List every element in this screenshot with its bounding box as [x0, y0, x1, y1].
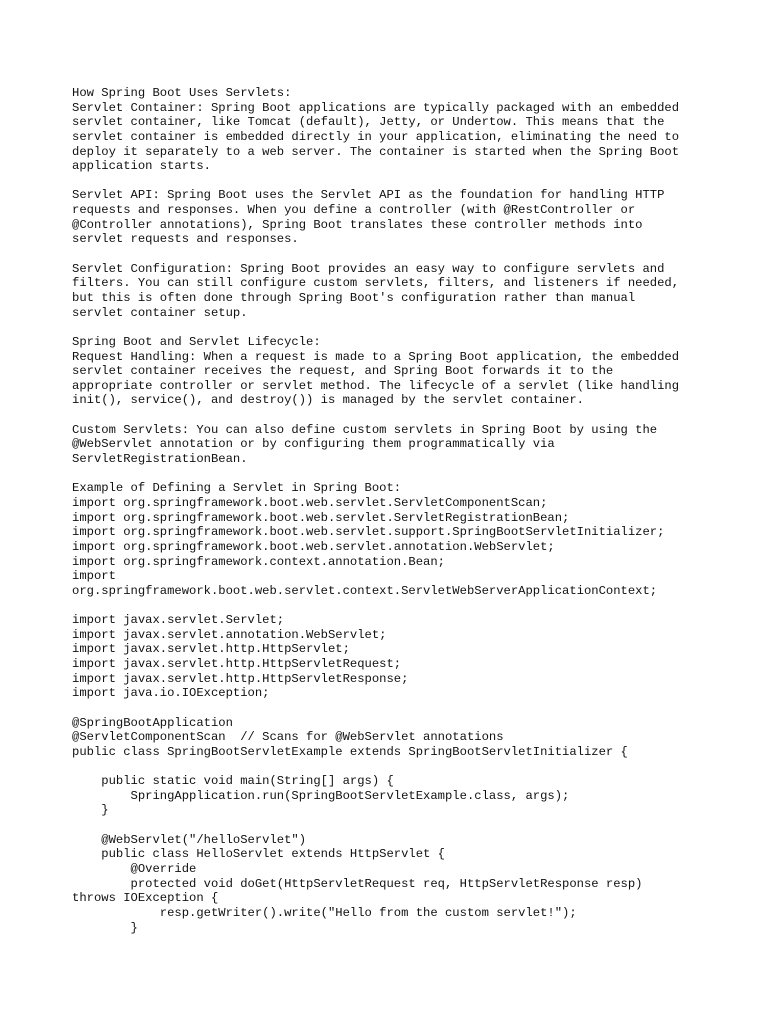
text-line: Example of Defining a Servlet in Spring Boot:	[72, 481, 402, 496]
text-line	[72, 247, 732, 262]
text-line: @WebServlet("/helloServlet")	[72, 832, 307, 847]
text-line	[72, 467, 732, 482]
text-line: public static void main(String[] args) {	[72, 774, 394, 789]
text-line: Servlet Configuration: Spring Boot provides an easy way to configure servlets and	[72, 261, 665, 276]
text-line: appropriate controller or servlet method. The lifecycle of a servlet (like handling	[72, 378, 680, 393]
text-line: servlet container, like Tomcat (default), Jetty, or Undertow. This means that the	[72, 115, 665, 130]
text-line: init(), service(), and destroy()) is managed by the servlet container.	[72, 393, 584, 408]
text-line: import java.io.IOException;	[72, 686, 270, 701]
text-line	[72, 408, 732, 423]
text-line: }	[72, 920, 138, 935]
text-line	[72, 598, 732, 613]
text-line: filters. You can still configure custom servlets, filters, and listeners if needed,	[72, 276, 680, 291]
text-line: import org.springframework.context.annotation.Bean;	[72, 554, 445, 569]
text-line: public class HelloServlet extends HttpServlet {	[72, 847, 445, 862]
text-line: @WebServlet annotation or by configuring them programmatically via	[72, 437, 555, 452]
text-line: Servlet Container: Spring Boot applications are typically packaged with an embedded	[72, 100, 680, 115]
text-line: @Controller annotations), Spring Boot translates these controller methods into	[72, 217, 643, 232]
text-line: @SpringBootApplication	[72, 715, 233, 730]
document-page	[72, 86, 732, 935]
text-line	[72, 174, 732, 189]
text-line: servlet container receives the request, and Spring Boot forwards it to the	[72, 364, 614, 379]
text-line: How Spring Boot Uses Servlets:	[72, 86, 292, 100]
text-line: servlet container setup.	[72, 305, 248, 320]
text-line: }	[72, 803, 109, 818]
text-line: throws IOException {	[72, 891, 219, 906]
text-line: org.springframework.boot.web.servlet.context.ServletWebServerApplicationContext;	[72, 583, 658, 598]
text-line: Servlet API: Spring Boot uses the Servlet API as the foundation for handling HTTP	[72, 188, 665, 203]
text-line: import javax.servlet.annotation.WebServlet;	[72, 627, 387, 642]
text-line: SpringApplication.run(SpringBootServletExample.class, args);	[72, 788, 570, 803]
text-line: import javax.servlet.http.HttpServletRequest;	[72, 656, 402, 671]
text-line: servlet container is embedded directly in your application, eliminating the need to	[72, 129, 680, 144]
text-line: protected void doGet(HttpServletRequest req, HttpServletResponse resp)	[72, 876, 643, 891]
text-line: but this is often done through Spring Boot's configuration rather than manual	[72, 290, 636, 305]
text-line: @Override	[72, 861, 197, 876]
text-line	[72, 320, 732, 335]
text-line: public class SpringBootServletExample extends SpringBootServletInitializer {	[72, 744, 628, 759]
text-line: requests and responses. When you define a controller (with @RestController or	[72, 203, 636, 218]
text-line	[72, 759, 732, 774]
text-line: import org.springframework.boot.web.servlet.annotation.WebServlet;	[72, 539, 555, 554]
text-line: deploy it separately to a web server. The container is started when the Spring Boot	[72, 144, 680, 159]
text-line: resp.getWriter().write("Hello from the custom servlet!");	[72, 905, 577, 920]
text-line: Custom Servlets: You can also define custom servlets in Spring Boot by using the	[72, 422, 658, 437]
text-line: import javax.servlet.http.HttpServletResponse;	[72, 671, 409, 686]
text-line: ServletRegistrationBean.	[72, 452, 248, 467]
text-line: application starts.	[72, 159, 211, 174]
text-line: Spring Boot and Servlet Lifecycle:	[72, 334, 321, 349]
text-line: Request Handling: When a request is made to a Spring Boot application, the embedded	[72, 349, 680, 364]
text-line: import	[72, 569, 116, 584]
text-line: import org.springframework.boot.web.servlet.support.SpringBootServletInitializer;	[72, 525, 665, 540]
text-line: @ServletComponentScan // Scans for @WebServlet annotations	[72, 730, 504, 745]
text-line: import javax.servlet.Servlet;	[72, 613, 285, 628]
text-line: import org.springframework.boot.web.servlet.ServletComponentScan;	[72, 495, 548, 510]
text-line: servlet requests and responses.	[72, 232, 299, 247]
text-line	[72, 818, 732, 833]
text-line: import org.springframework.boot.web.servlet.ServletRegistrationBean;	[72, 510, 570, 525]
text-line	[72, 701, 732, 716]
text-line: import javax.servlet.http.HttpServlet;	[72, 642, 350, 657]
